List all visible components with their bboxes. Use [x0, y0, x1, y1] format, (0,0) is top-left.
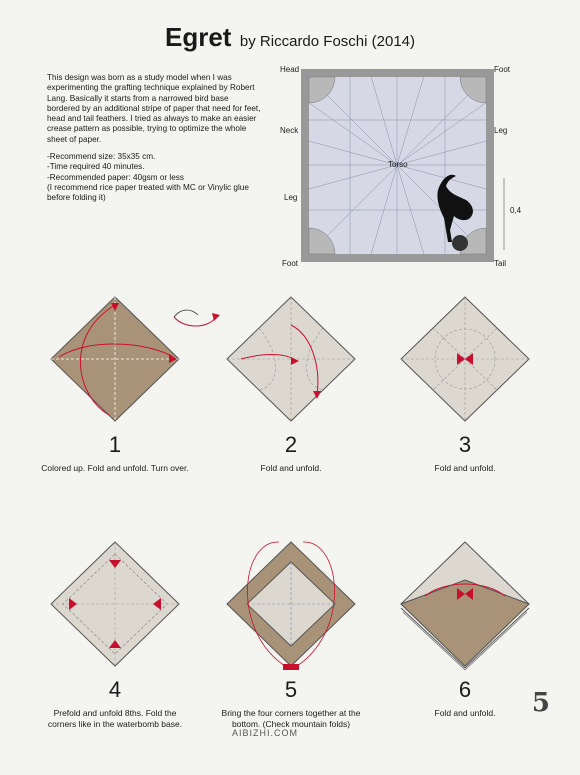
crease-pattern-svg	[280, 60, 530, 280]
label-foot-top: Foot	[494, 65, 511, 74]
label-leg-right: Leg	[494, 126, 508, 135]
step-3-diagram	[395, 295, 535, 427]
intro-paper: -Recommended paper: 40gsm or less	[47, 172, 184, 182]
step-4-caption: Prefold and unfold 8ths. Fold the corners like in the waterbomb base.	[47, 708, 183, 729]
step-6-caption: Fold and unfold.	[434, 708, 496, 718]
title-main: Egret	[165, 22, 232, 52]
step-1-number: 1	[108, 432, 122, 457]
label-tail: Tail	[494, 259, 507, 268]
step-2-diagram	[221, 295, 361, 427]
turn-over-icon	[172, 305, 222, 329]
step-4-number: 4	[108, 677, 122, 702]
label-measure: 0,4	[510, 206, 522, 215]
step-4	[40, 540, 190, 730]
page-title	[0, 22, 580, 53]
label-head: Head	[280, 65, 300, 74]
label-neck: Neck	[280, 126, 299, 135]
label-leg-left: Leg	[284, 193, 298, 202]
step-3-caption: Fold and unfold.	[434, 463, 496, 473]
label-torso: Torso	[388, 160, 408, 169]
step-5-caption: Bring the four corners together at the bottom. (Check mountain folds)	[221, 708, 361, 729]
intro-text	[47, 73, 262, 204]
step-6	[390, 540, 540, 719]
step-2-number: 2	[284, 432, 298, 457]
step-5-number: 5	[284, 677, 298, 702]
crease-pattern	[280, 60, 530, 280]
step-5	[216, 540, 366, 730]
step-6-number: 6	[458, 677, 472, 702]
step-3	[390, 295, 540, 474]
intro-note: (I recommend rice paper treated with MC or Vinylic glue before folding it)	[47, 182, 249, 203]
step-1	[40, 295, 190, 474]
label-foot-bottom: Foot	[282, 259, 299, 268]
step-2	[216, 295, 366, 474]
step-1-caption: Colored up. Fold and unfold. Turn over.	[41, 463, 189, 473]
intro-paragraph: This design was born as a study model when I was experimenting the grafting technique explained by Robert Lang. Basically it starts from a narrowed bird base bordered by an additional stripe of paper that need for feet, head and tail feathers. I tried as always to make an easier crease pattern as possible, trying to optimize the whole sheet of paper.	[47, 73, 261, 144]
step-5-diagram	[221, 540, 361, 672]
step-3-number: 3	[458, 432, 472, 457]
intro-time: -Time required 40 minutes.	[47, 162, 145, 172]
watermark: AIBIZHI.COM	[232, 728, 299, 738]
step-6-diagram	[395, 540, 535, 672]
title-byline: by Riccardo Foschi (2014)	[239, 33, 415, 50]
page-number: 5	[531, 688, 550, 718]
intro-size: -Recommend size: 35x35 cm.	[47, 152, 156, 162]
step-1-diagram	[45, 295, 185, 427]
step-2-caption: Fold and unfold.	[260, 463, 322, 473]
step-4-diagram	[45, 540, 185, 672]
